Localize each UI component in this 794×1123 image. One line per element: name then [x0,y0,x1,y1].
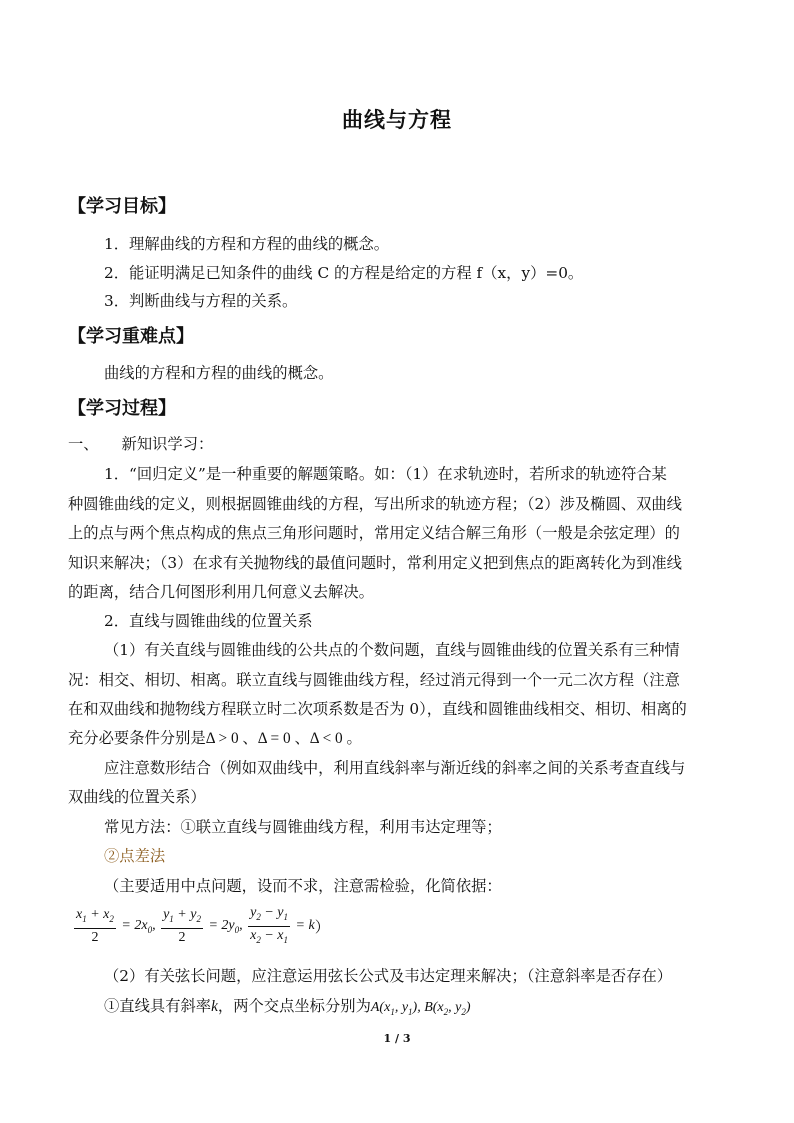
method-note: （主要适用中点问题，设而不求，注意需检验，化简依据： [104,877,502,895]
paragraph-line: 上的点与两个焦点构成的焦点三角形问题时，常用定义结合解三角形（一般是余弦定理）的 [68,524,680,542]
fraction-slope: $\frac{y_2 - y_1}{x_2 - x_1}$ [250,905,289,945]
page-number: 1 / 3 [383,1032,411,1045]
goal-item-3: 3．判断曲线与方程的关系。 [104,292,298,310]
paragraph-line: （1）有关直线与圆锥曲线的公共点的个数问题，直线与圆锥曲线的位置关系有三种情 [104,641,680,659]
page-title: 曲线与方程 [342,107,452,132]
paragraph-line: 知识来解决；（3）在求有关抛物线的最值问题时，常利用定义把到焦点的距离转化为到准线 [68,554,682,572]
slope-k: k [211,998,218,1015]
paragraph-line: 况：相交、相切、相离。联立直线与圆锥曲线方程，经过消元得到一个一元二次方程（注意 [68,671,680,689]
goal-item-2: 2．能证明满足已知条件的曲线 C 的方程是给定的方程 f（x，y）=0。 [104,264,584,282]
paragraph-line: 双曲线的位置关系） [68,788,206,806]
method-line-2: ②点差法 [104,847,166,865]
goal-item-1: 1．理解曲线的方程和方程的曲线的概念。 [104,235,390,253]
section-heading-goals: 【学习目标】 [68,196,176,217]
slope-mid: ，两个交点坐标分别为 [217,997,371,1015]
midpoint-formula: $\frac{x_1 + x_2}{2}$ = $2x_0$, $\frac{y_1 + y_2}{2}$ = $2y_0$, $\frac{y_2 - y_1}{x_2 - x_1}$ = k ） [72,904,330,949]
section-heading-key-points: 【学习重难点】 [68,326,194,347]
fraction-x-sum: $\frac{x_1 + x_2}{2}$ [76,907,114,946]
paragraph-line: 在和双曲线和抛物线方程联立时二次项系数是否为 0），直线和圆锥曲线相交、相切、相离的 [68,700,687,718]
part1-heading: 一、 新知识学习： [68,435,214,453]
paragraph-line: 应注意数形结合（例如双曲线中，利用直线斜率与渐近线的斜率之间的关系考查直线与 [104,759,686,777]
paragraph-line: 的距离，结合几何图形利用几何意义去解决。 [68,583,374,601]
paragraph-line: 1．“回归定义”是一种重要的解题策略。如：（1）在求轨迹时，若所求的轨迹符合某 [104,465,667,483]
section-heading-process: 【学习过程】 [68,398,176,419]
intersection-points: $A(x_1$, $y_1$), $B(x_2$, $y_2$) [370,1000,471,1017]
delta-conditions: Δ > 0 、Δ = 0 、Δ < 0 。 [205,730,362,747]
key-point-text: 曲线的方程和方程的曲线的概念。 [104,364,334,382]
part2-heading: 2．直线与圆锥曲线的位置关系 [104,612,313,630]
paragraph-line-conditions [68,728,362,749]
fraction-y-sum: $\frac{y_1 + y_2}{2}$ [163,907,201,946]
paragraph-line: 种圆锥曲线的定义，则根据圆锥曲线的方程，写出所求的轨迹方程；（2）涉及椭圆、双曲线 [68,495,682,513]
method-line-1: 常见方法：①联立直线与圆锥曲线方程，利用韦达定理等； [104,818,502,836]
slope-prefix: ①直线具有斜率 [104,997,212,1015]
chord-length-line: （2）有关弦长问题，应注意运用弦长公式及韦达定理来解决；（注意斜率是否存在） [104,967,673,985]
formula-close-paren: ） [314,917,330,936]
conditions-prefix: 充分必要条件分别是 [68,729,206,747]
slope-line [104,996,471,1022]
